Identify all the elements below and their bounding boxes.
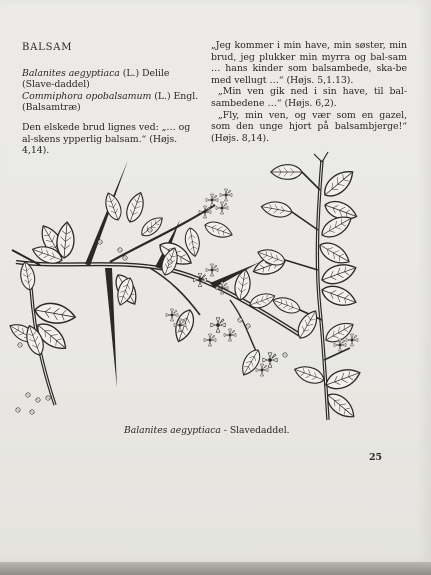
left-column bbox=[22, 40, 200, 164]
species-2-author: (L.) Engl. (Balsamtræ) bbox=[22, 90, 199, 114]
next-page-edge bbox=[0, 562, 431, 575]
caption-common-name: - Slavedaddel. bbox=[220, 425, 290, 436]
figure-caption bbox=[124, 425, 324, 436]
species-2-latin: Commiphora opobalsamum bbox=[22, 90, 152, 102]
leaves bbox=[7, 165, 363, 423]
quote-paragraph-3: „Fly, min ven, og vær som en gazel, som den unge hjort på balsambjerge!“ (Højs. 8,14). bbox=[211, 109, 407, 144]
quote-paragraph-2: „Min ven gik ned i sin have, til bal-sambedene …“ (Højs. 6,2). bbox=[211, 86, 407, 109]
quote-paragraph-1: „Jeg kommer i min have, min søster, min brud, jeg plukker min myrra og bal-sam … hans kinder som balsambede, ska-be med vellugt …“ (Højs. 5,1.13). bbox=[211, 40, 407, 86]
caption-latin-name: Balanites aegyptiaca bbox=[124, 425, 221, 436]
right-column bbox=[211, 40, 407, 144]
page-number: 25 bbox=[369, 452, 383, 463]
species-1-author: (L.) Delile (Slave-daddel) bbox=[22, 67, 170, 91]
botanical-illustration bbox=[0, 150, 431, 425]
main-branch bbox=[12, 160, 300, 405]
entry-heading: BALSAM bbox=[22, 42, 73, 53]
species-1-latin: Balanites aegyptiaca bbox=[22, 67, 120, 79]
species-line-1 bbox=[22, 68, 200, 91]
species-line-2 bbox=[22, 91, 200, 114]
intro-paragraph: Den elskede brud lignes ved: „… og al-skens ypperlig balsam.“ (Højs. 4,14). bbox=[22, 121, 191, 157]
